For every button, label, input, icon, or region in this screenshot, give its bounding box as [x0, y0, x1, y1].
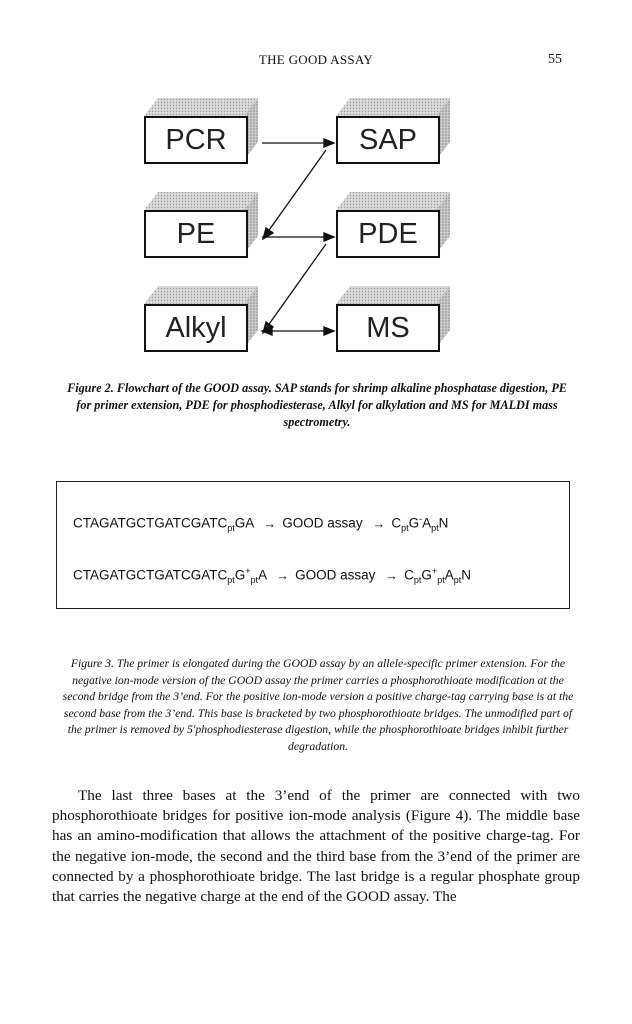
- box-pde: PDE: [336, 210, 440, 258]
- arrow-icon: →: [385, 567, 399, 583]
- box-sap: SAP: [336, 116, 440, 164]
- box-pcr: PCR: [144, 116, 248, 164]
- box-alkyl: Alkyl: [144, 304, 248, 352]
- flow-arrows: [262, 139, 334, 335]
- arrow-icon: →: [372, 515, 386, 531]
- page-number: 55: [548, 52, 562, 67]
- figure3-line2: $CTAGATGCTGATCGATC_{pt}G^+_{pt}A$ → GOOD assay → $C_{pt}G^+_{pt}A_{pt}N$: [73, 566, 471, 586]
- figure2-caption: Figure 2. Flowchart of the GOOD assay. SAP stands for shrimp alkaline phosphatase digestion, PE for primer extension, PDE for phosphodiesterase, Alkyl for alkylation and MS for MALDI mass spectrometry.: [67, 381, 567, 429]
- box-pe: PE: [144, 210, 248, 258]
- body-paragraph: The last three bases at the 3’end of the primer are connected with two phosphorothioate bridges for positive ion-mode analysis (Figure 4). The middle base has an amino-modification that allows the attachment of the positive charge-tag. For the negative ion-mode, the second and the third base from the 3’end of the primer are connected by a phosphorothioate bridge. The last bridge is a regular phosphate group that carries the negative charge at the end of the GOOD assay. The: [52, 787, 580, 906]
- figure3-box: [56, 481, 570, 609]
- box-ms: MS: [336, 304, 440, 352]
- arrow-icon: →: [263, 515, 277, 531]
- running-title: THE GOOD ASSAY: [258, 52, 374, 67]
- arrow-icon: →: [276, 567, 290, 583]
- figure2-flowchart: [130, 98, 490, 363]
- figure3-caption: Figure 3. The primer is elongated during the GOOD assay by an allele-specific primer extension. For the negative ion-mode version of the GOOD assay the primer carries a phosphorothioate modification at the second bridge from the 3’end. For the positive ion-mode version a positive charge-tag carrying base is at the second base from the 3’end. This base is bracketed by two phosphorothioate bridges. The unmodified part of the primer is removed by 5'phosphodiesterase digestion, while the phosphorothioate bridges inhibit further degradation.: [62, 657, 574, 753]
- figure3-line1: $CTAGATGCTGATCGATC_{pt}GA$ → GOOD assay → $C_{pt}G^-A_{pt}N$: [73, 514, 449, 534]
